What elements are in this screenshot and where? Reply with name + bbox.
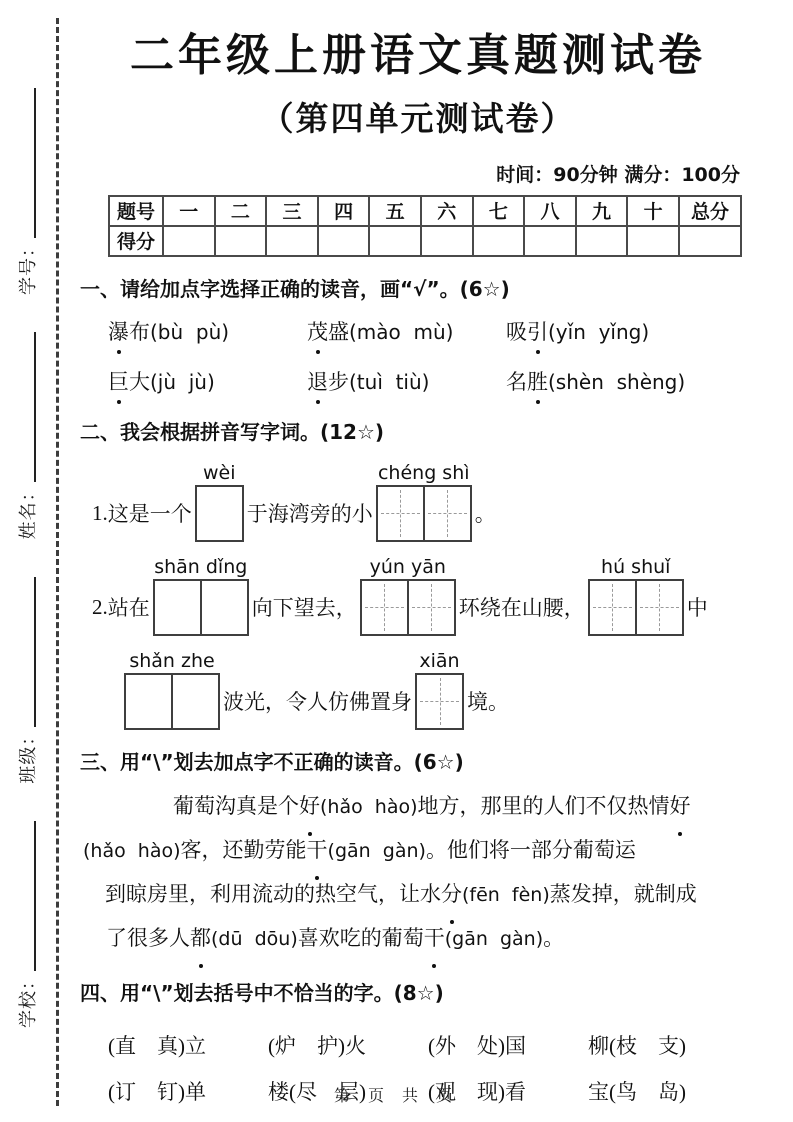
score-table-header-cell: 题号: [109, 196, 163, 226]
q3-paragraph: [80, 785, 756, 961]
pinyin-label: hú shuǐ: [601, 555, 671, 578]
text-segment: 喜欢吃的葡萄: [297, 925, 424, 950]
pinyin-label: chéng shì: [377, 461, 470, 484]
pinyin-label: xiān: [419, 649, 460, 672]
dotted-char: 都: [190, 917, 211, 960]
q4-item: (外 处)国: [428, 1033, 526, 1058]
name-blank-line[interactable]: [31, 332, 36, 482]
pinyin-writing-box: [415, 649, 464, 730]
score-table-header-cell: 总分: [679, 196, 741, 226]
score-cell-empty[interactable]: [421, 226, 473, 256]
pinyin-options: (hǎo hào): [83, 839, 181, 862]
score-table-header-cell: 七: [473, 196, 525, 226]
text-segment: 葡萄沟真是个: [173, 793, 299, 818]
writing-box: [588, 579, 684, 636]
q3-line: [83, 829, 756, 873]
q4-item: (直 真)立: [108, 1033, 206, 1058]
pinyin-options: (yǐn yǐng): [548, 319, 650, 344]
sentence-text: 环绕在山腰，: [458, 596, 585, 621]
dotted-char: 退: [307, 366, 328, 396]
q1-item: [506, 316, 649, 346]
pinyin-writing-box: [588, 555, 684, 636]
q4-item: 柳(枝 支): [588, 1033, 686, 1058]
writing-cell[interactable]: [197, 487, 242, 540]
text-segment: 。他们将一部分葡萄运: [425, 837, 636, 862]
q4-title: 四、用“\”划去括号中不恰当的字。(8☆): [80, 980, 444, 1005]
q4-item: 楼(尽 层): [268, 1079, 366, 1104]
writing-cell[interactable]: [423, 487, 470, 540]
score-cell-empty[interactable]: [576, 226, 628, 256]
q3-title: 三、用“\”划去加点字不正确的读音。(6☆): [80, 749, 464, 774]
pinyin-writing-box: [360, 555, 456, 636]
q4-item: 宝(鸟 岛): [588, 1079, 686, 1104]
q2-line-3: [92, 649, 756, 730]
writing-cell[interactable]: [417, 675, 462, 728]
pinyin-options: (dū dōu): [211, 927, 298, 950]
pinyin-writing-box: [153, 555, 249, 636]
sentence-text: 于海湾旁的小: [246, 502, 373, 527]
dotted-char: 分: [441, 873, 462, 916]
score-cell-empty[interactable]: [627, 226, 679, 256]
score-table-header-cell: 九: [576, 196, 628, 226]
pinyin-label: shān dǐng: [154, 555, 248, 578]
pinyin-options: (tuì tiù): [349, 369, 430, 394]
writing-cell[interactable]: [378, 487, 423, 540]
pinyin-options: (mào mù): [349, 319, 454, 344]
pinyin-options: (shèn shèng): [548, 369, 686, 394]
text-segment: 了很多人: [106, 925, 190, 950]
word-text: 大: [129, 369, 150, 394]
score-cell-empty[interactable]: [318, 226, 370, 256]
writing-cell[interactable]: [155, 581, 200, 634]
q1-row: [108, 366, 756, 396]
pinyin-options: (gān gàn): [444, 927, 544, 950]
pinyin-options: (gān gàn): [327, 839, 426, 862]
writing-cell[interactable]: [200, 581, 247, 634]
binding-info-area: [12, 88, 44, 1102]
q1-title: 一、请给加点字选择正确的读音，画“√”。(6☆): [80, 276, 510, 301]
pinyin-options: (bù pù): [150, 319, 230, 344]
q3-line: [173, 785, 756, 829]
q2-title: 二、我会根据拼音写字词。(12☆): [80, 419, 385, 444]
writing-box: [153, 579, 249, 636]
binding-item-school: [19, 821, 37, 1028]
school-label: 学校：: [18, 971, 38, 1028]
sentence-text: 站在: [107, 596, 150, 621]
score-table-header-cell: 五: [369, 196, 421, 226]
score-table-header-cell: 一: [163, 196, 215, 226]
q1-item: [108, 316, 307, 346]
word-text: 布: [129, 319, 150, 344]
score-table-header-cell: 八: [524, 196, 576, 226]
score-table-header-cell: 四: [318, 196, 370, 226]
paper-title: 二年级上册语文真题测试卷: [130, 30, 706, 81]
q1-item: [307, 366, 506, 396]
text-segment: 蒸发掉，就制成: [549, 881, 697, 906]
pinyin-label: shǎn zhe: [129, 649, 215, 672]
q4-item: (炉 护)火: [268, 1033, 366, 1058]
binding-item-class: [19, 577, 37, 784]
item-number: 1.: [92, 500, 108, 525]
score-cell-empty[interactable]: [266, 226, 318, 256]
word-text: 名: [506, 369, 527, 394]
sentence-text: 。: [474, 502, 496, 527]
dotted-char: 巨: [108, 366, 129, 396]
score-table-header-cell: 二: [215, 196, 267, 226]
text-segment: 。: [543, 925, 565, 950]
sentence-text: 境。: [467, 690, 509, 715]
item-number: 2.: [92, 594, 108, 619]
writing-box: [415, 673, 464, 730]
q1-row: [108, 316, 756, 346]
q2-line-1: [92, 461, 756, 542]
dotted-char: 干: [307, 829, 328, 872]
q1-item: [506, 366, 685, 396]
dotted-char: 茂: [307, 316, 328, 346]
text-segment: 客，还勤劳能: [180, 837, 307, 862]
text-segment: 到晾房里，利用流动的热空气，让水: [105, 881, 441, 906]
binding-item-student-number: [19, 88, 37, 295]
pinyin-writing-box: [195, 461, 244, 542]
pinyin-label: yún yān: [369, 555, 446, 578]
binding-item-name: [19, 332, 37, 539]
sentence-text: 向下望去，: [251, 596, 357, 621]
q2-line-2: [92, 555, 756, 636]
sentence-text: 中: [686, 596, 708, 621]
word-text: 盛: [328, 319, 349, 344]
sentence-text: 这是一个: [107, 502, 192, 527]
score-cell-empty[interactable]: [163, 226, 215, 256]
q3-line: [106, 917, 756, 961]
q4-item: (订 钉)单: [108, 1079, 206, 1104]
school-blank-line[interactable]: [31, 821, 36, 971]
binding-dashed-line: [56, 18, 59, 1106]
footer-page-label: 第 页 共 页: [333, 1088, 459, 1105]
writing-cell[interactable]: [590, 581, 635, 634]
score-cell-empty[interactable]: [369, 226, 421, 256]
pinyin-options: (jù jù): [150, 369, 215, 394]
pinyin-options: (fēn fèn): [462, 883, 550, 906]
word-text: 吸: [506, 319, 527, 344]
name-label: 姓名：: [18, 482, 38, 540]
paper-content: [80, 0, 756, 1106]
score-table-header-cell: 十: [627, 196, 679, 226]
q4-item: (观 现)看: [428, 1079, 526, 1104]
score-cell-empty[interactable]: [215, 226, 267, 256]
dotted-char: 胜: [527, 366, 548, 396]
class-blank-line[interactable]: [31, 577, 36, 727]
class-label: 班级：: [18, 726, 38, 784]
student-number-blank-line[interactable]: [31, 88, 36, 238]
writing-cell[interactable]: [407, 581, 454, 634]
dotted-char: 好: [299, 785, 320, 828]
student-number-label: 学号：: [18, 238, 38, 296]
pinyin-label: wèi: [202, 461, 236, 484]
time-score-info: 时间：90分钟 满分：100分: [496, 163, 740, 186]
score-cell-empty[interactable]: [524, 226, 576, 256]
score-table: [108, 195, 742, 257]
score-row-label: 得分: [109, 226, 163, 256]
word-text: 步: [328, 369, 349, 394]
writing-cell[interactable]: [635, 581, 682, 634]
dotted-char: 瀑: [108, 316, 129, 346]
q1-item: [307, 316, 506, 346]
score-cell-empty[interactable]: [679, 226, 741, 256]
dotted-char: 好: [670, 785, 691, 828]
pinyin-writing-box: [376, 461, 472, 542]
writing-box: [124, 673, 220, 730]
writing-box: [195, 485, 244, 542]
q3-line: [105, 873, 756, 917]
pinyin-writing-box: [124, 649, 220, 730]
paper-subtitle: （第四单元测试卷）: [260, 98, 576, 138]
writing-cell[interactable]: [126, 675, 171, 728]
dotted-char: 引: [527, 316, 548, 346]
score-table-header-cell: 六: [421, 196, 473, 226]
writing-box: [376, 485, 472, 542]
q4-row: [108, 1030, 756, 1060]
dotted-char: 干: [424, 917, 445, 960]
score-cell-empty[interactable]: [473, 226, 525, 256]
writing-cell[interactable]: [171, 675, 218, 728]
score-table-header-cell: 三: [266, 196, 318, 226]
writing-cell[interactable]: [362, 581, 407, 634]
writing-box: [360, 579, 456, 636]
q1-item: [108, 366, 307, 396]
sentence-text: 波光，令人仿佛置身: [223, 690, 412, 715]
pinyin-options: (hǎo hào): [320, 795, 418, 818]
text-segment: 地方，那里的人们不仅热情: [417, 793, 670, 818]
